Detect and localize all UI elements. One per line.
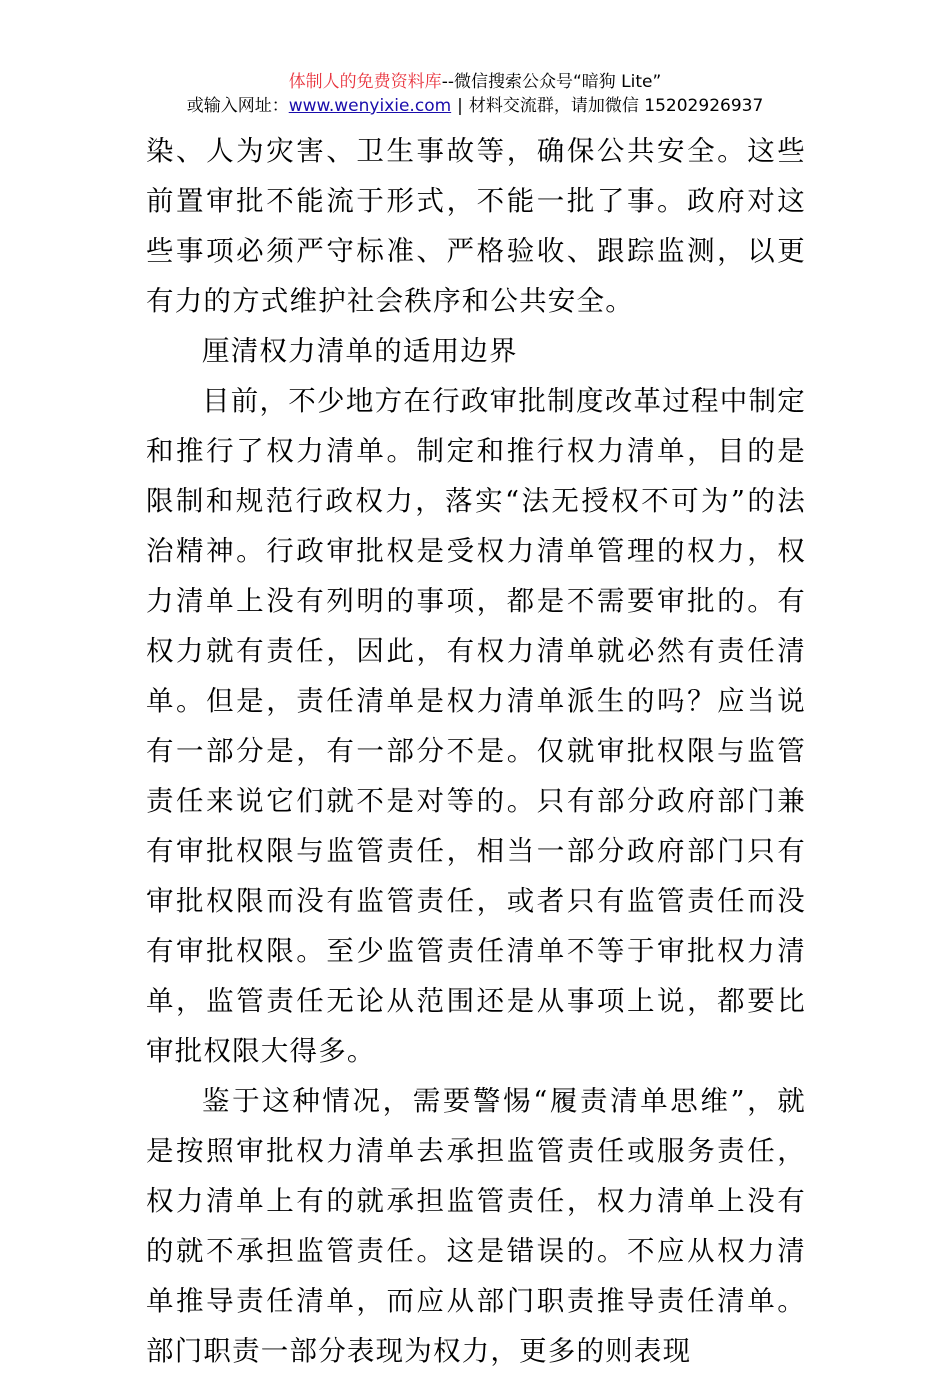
header-separator: |: [457, 96, 463, 116]
header-url-link[interactable]: www.wenyixie.com: [288, 96, 452, 116]
paragraph-continuation: 染、人为灾害、卫生事故等，确保公共安全。这些前置审批不能流于形式，不能一批了事。政府对这些事项必须严守标准、严格验收、跟踪监测，以更有力的方式维护社会秩序和公共安全。: [146, 135, 806, 317]
header-wechat-note: --微信搜索公众号“暗狗 Lite”: [441, 72, 662, 92]
paragraph-power-list: 目前，不少地方在行政审批制度改革过程中制定和推行了权力清单。制定和推行权力清单，目的是限制和规范行政权力，落实“法无授权不可为”的法治精神。行政审批权是受权力清单管理的权力，权力清单上没有列明的事项，都是不需要审批的。有权力就有责任，因此，有权力清单就必然有责任清单。但是，责任清单是权力清单派生的吗？应当说有一部分是，有一部分不是。仅就审批权限与监管责任来说它们就不是对等的。只有部分政府部门兼有审批权限与监管责任，相当一部分政府部门只有审批权限而没有监管责任，或者只有监管责任而没有审批权限。至少监管责任清单不等于审批权力清单，监管责任无论从范围还是从事项上说，都要比审批权限大得多。: [146, 385, 806, 1067]
header-brand: 体制人的免费资料库: [288, 72, 442, 92]
header-promo-line: [0, 70, 950, 94]
document-body: [146, 126, 806, 1376]
page-header: [0, 70, 950, 118]
paragraph-responsibility-list: 鉴于这种情况，需要警惕“履责清单思维”，就是按照审批权力清单去承担监管责任或服务责任，权力清单上有的就承担监管责任，权力清单上没有的就不承担监管责任。这是错误的。不应从权力清单推导责任清单，而应从部门职责推导责任清单。部门职责一部分表现为权力，更多的则表现: [146, 1085, 806, 1367]
header-url-label: 或输入网址：: [186, 96, 289, 116]
header-contact: 材料交流群，请加微信 15202926937: [468, 96, 764, 116]
header-contact-line: [0, 94, 950, 118]
section-heading: 厘清权力清单的适用边界: [202, 335, 518, 367]
